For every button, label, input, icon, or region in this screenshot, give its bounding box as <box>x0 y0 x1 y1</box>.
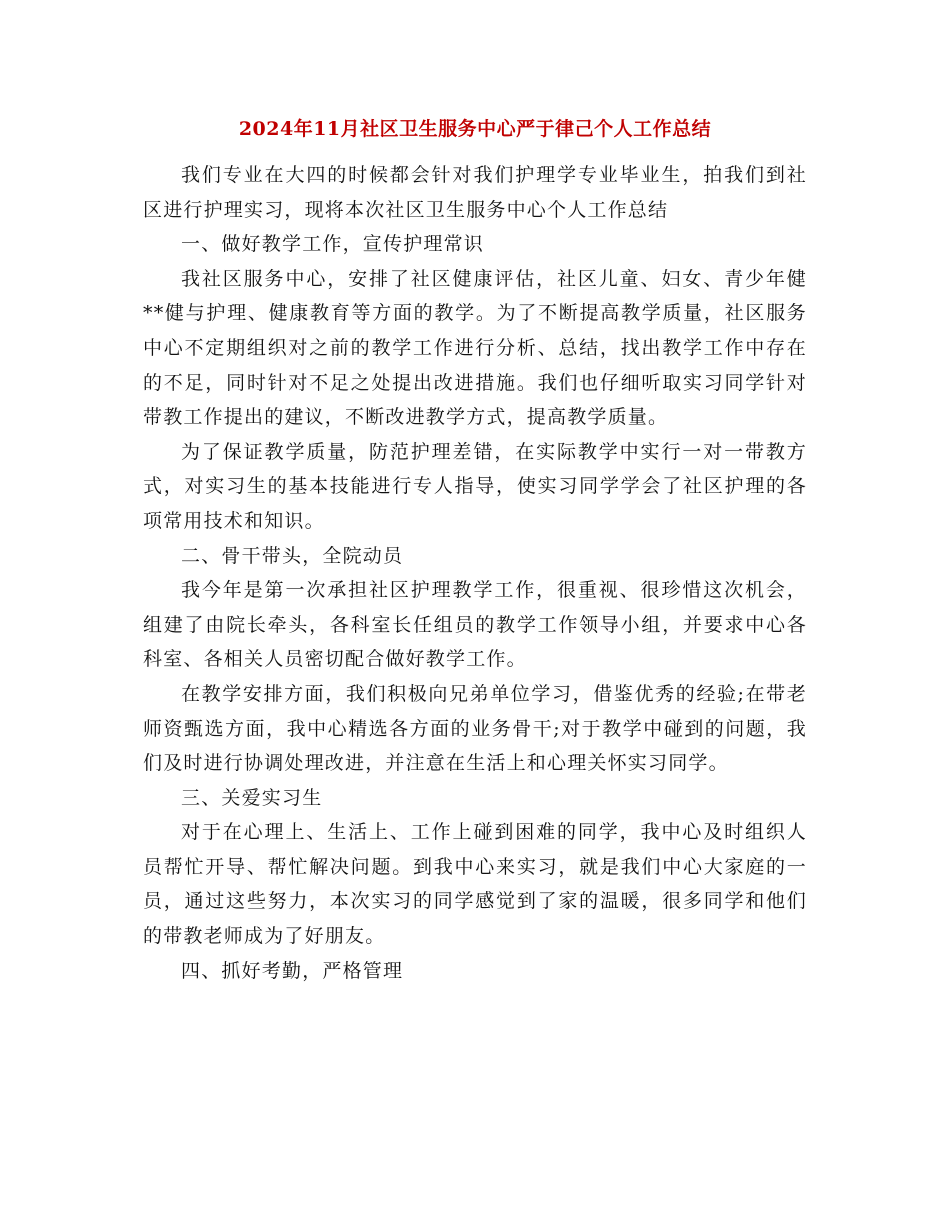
document-body <box>143 158 807 988</box>
section-heading-2: 二、骨干带头，全院动员 <box>181 544 404 567</box>
paragraph-teaching: 我社区服务中心，安排了社区健康评估，社区儿童、妇女、青少年健**健与护理、健康教育等方面的教学。为了不断提高教学质量，社区服务中心不定期组织对之前的教学工作进行分析、总结，找出教学工作中存在的不足，同时针对不足之处提出改进措施。我们也仔细听取实习同学针对带教工作提出的建议，不断改进教学方式，提高教学质量。 <box>143 267 807 429</box>
paragraph-intro: 我们专业在大四的时候都会针对我们护理学专业毕业生，拍我们到社区进行护理实习，现将本次社区卫生服务中心个人工作总结 <box>143 164 807 221</box>
paragraph-quality: 为了保证教学质量，防范护理差错，在实际教学中实行一对一带教方式，对实习生的基本技能进行专人指导，使实习同学学会了社区护理的各项常用技术和知识。 <box>143 440 807 532</box>
section-heading-1: 一、做好教学工作，宣传护理常识 <box>181 233 485 256</box>
section-heading-4: 四、抓好考勤，严格管理 <box>181 959 404 982</box>
paragraph-leadership: 我今年是第一次承担社区护理教学工作，很重视、很珍惜这次机会，组建了由院长牵头，各科室长任组员的教学工作领导小组，并要求中心各科室、各相关人员密切配合做好教学工作。 <box>143 579 807 671</box>
paragraph-care: 对于在心理上、生活上、工作上碰到困难的同学，我中心及时组织人员帮忙开导、帮忙解决问题。到我中心来实习，就是我们中心大家庭的一员，通过这些努力，本次实习的同学感觉到了家的温暖，很多同学和他们的带教老师成为了好朋友。 <box>143 821 807 948</box>
paragraph-arrangement: 在教学安排方面，我们积极向兄弟单位学习，借鉴优秀的经验;在带老师资甄选方面，我中心精选各方面的业务骨干;对于教学中碰到的问题，我们及时进行协调处理改进，并注意在生活上和心理关怀实习同学。 <box>143 682 807 775</box>
section-heading-3: 三、关爱实习生 <box>181 786 323 809</box>
document-title: 2024年11月社区卫生服务中心严于律己个人工作总结 <box>238 118 712 140</box>
